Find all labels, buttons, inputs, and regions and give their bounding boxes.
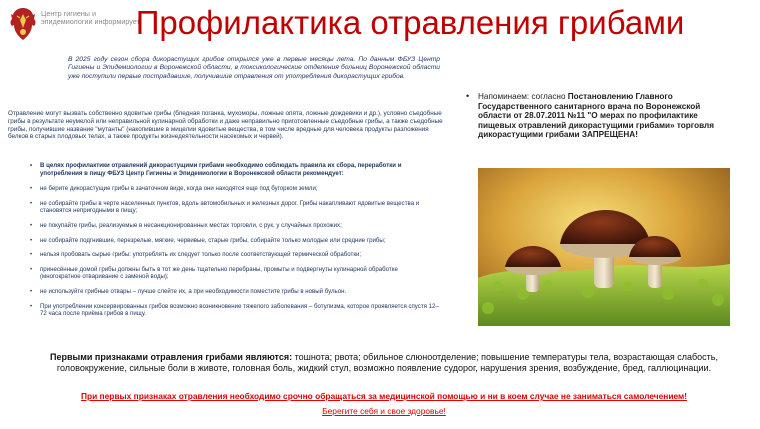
rule-item-text: не берите дикорастущие грибы в зачаточном виде, когда они находятся еще под бугорком земли; (40, 185, 318, 193)
warning-text: При первых признаках отравления необходимо срочно обращаться за медицинской помощью и ни в коем случае не заниматься самолечением! (80, 391, 688, 401)
rule-item-text: не собирайте подгнившие, перезрелые, мягкие, червивые, старые грибы, собирайте только молодые или средние грибы; (40, 236, 386, 244)
symptoms-lead: Первыми признаками отравления грибами являются: (50, 352, 293, 362)
rule-item (30, 222, 440, 230)
rule-item-text: нельзя пробовать сырые грибы: употреблять их следует только после соответствующей термической обработки; (40, 251, 362, 259)
rule-item (30, 266, 440, 281)
reminder-prefix: Напоминаем: согласно (478, 92, 568, 101)
bullet-icon: • (30, 265, 33, 273)
rules-lead-text: В целях профилактики отравлений дикорастущими грибами необходимо соблюдать правила их сбора, переработки и употребления в пищу ФБУЗ Центр Гигиены и Эпидемиологии в Воронежской области рекомендует: (40, 162, 402, 177)
symptoms-text: тошнота; рвота; обильное слюноотделение; повышение температуры тела, возрастающая слабость, головокружение, сильные боли в животе, головная боль, жидкий стул, возможно появление судорог, нарушения зрения, возбуждение, бред, галлюцинации. (56, 352, 718, 373)
rule-item (30, 237, 440, 245)
bullet-icon: • (30, 162, 33, 169)
rules-lead (30, 162, 440, 177)
rule-item (30, 288, 440, 296)
rule-item-text: принесённые домой грибы должны быть в тот же день тщательно перебраны, промыты и подвергнуты кулинарной обработке (многократное отваривание с заменой воды); (40, 265, 398, 281)
bullet-icon: • (30, 251, 33, 259)
reminder-block (466, 91, 728, 140)
bullet-icon: • (30, 199, 33, 207)
rule-item-text: не покупайте грибы, реализуемые в несанкционированных местах торговли, с рук, у случайных прохожих; (40, 221, 342, 229)
logo-text: Центр гигиены и эпидемиологии информирует (41, 9, 140, 27)
reminder-emphasis: Постановлению Главного Государственного санитарного врача по Воронежской области от 28.07.2011 №11 "О мерах по профилактике пищевых отравлений дикорастущими грибами» торговля дикорастущими грибами ЗАПРЕЩЕНА! (478, 92, 715, 140)
mushrooms-in-moss-icon (478, 168, 730, 326)
rule-item-text: При употреблении консервированных грибов возможно возникновение тяжелого заболевания – ботулизма, которое проявляется спустя 12–72 часа после приёма грибов в пищу. (40, 302, 439, 318)
symptoms-paragraph (14, 352, 754, 374)
description-paragraph: Отравление могут вызвать собственно ядовитые грибы (бледная поганка, мухоморы, ложные опята, ложные дождевики и др.), условно съедобные грибы в результате неумелой или неправильной кулинарной обработки и даже неправильно приготовленные съедобные грибы, а также съедобные грибы, получившие название "мутанты" (накопившие в мицелии ядовитые вещества, в том числе вредные для человека продукты разложения белков в старых плодовых телах, а также продукты жизнедеятельности насекомых и червей). (8, 110, 443, 141)
rules-list (30, 162, 440, 325)
bullet-icon: • (30, 185, 33, 193)
bullet-icon: • (30, 221, 33, 229)
bullet-icon: • (30, 302, 33, 310)
rule-item (30, 185, 440, 193)
care-text: Берегите себя и свое здоровье! (322, 406, 446, 416)
rule-item (30, 200, 440, 215)
mushrooms-photo (478, 168, 730, 326)
coat-of-arms-icon (8, 6, 38, 42)
intro-paragraph: В 2025 году сезон сбора дикорастущих грибов открылся уже в первые месяцы лета. По данным ФБУЗ Центр Гигиены и Эпидемиологии в Воронежской области, в токсикологические отделения больниц Воронежской области уже поступили первые пострадавшие, получившие отравления от употребления дикорастущих грибов. (68, 56, 440, 80)
rule-item (30, 303, 440, 318)
organization-logo (8, 6, 148, 42)
bullet-icon: • (466, 91, 470, 101)
bullet-icon: • (30, 287, 33, 295)
bullet-icon: • (30, 236, 33, 244)
rule-item-text: не используйте грибные отвары – лучше слейте их, а при необходимости поместите грибы в новый бульон. (40, 287, 347, 295)
rule-item (30, 251, 440, 259)
page-title: Профилактика отравления грибами (135, 4, 685, 41)
rule-item-text: не собирайте грибы в черте населенных пунктов, вдоль автомобильных и железных дорог. Грибы накапливают ядовитые вещества и становятся непригодными в пищу; (40, 199, 420, 215)
